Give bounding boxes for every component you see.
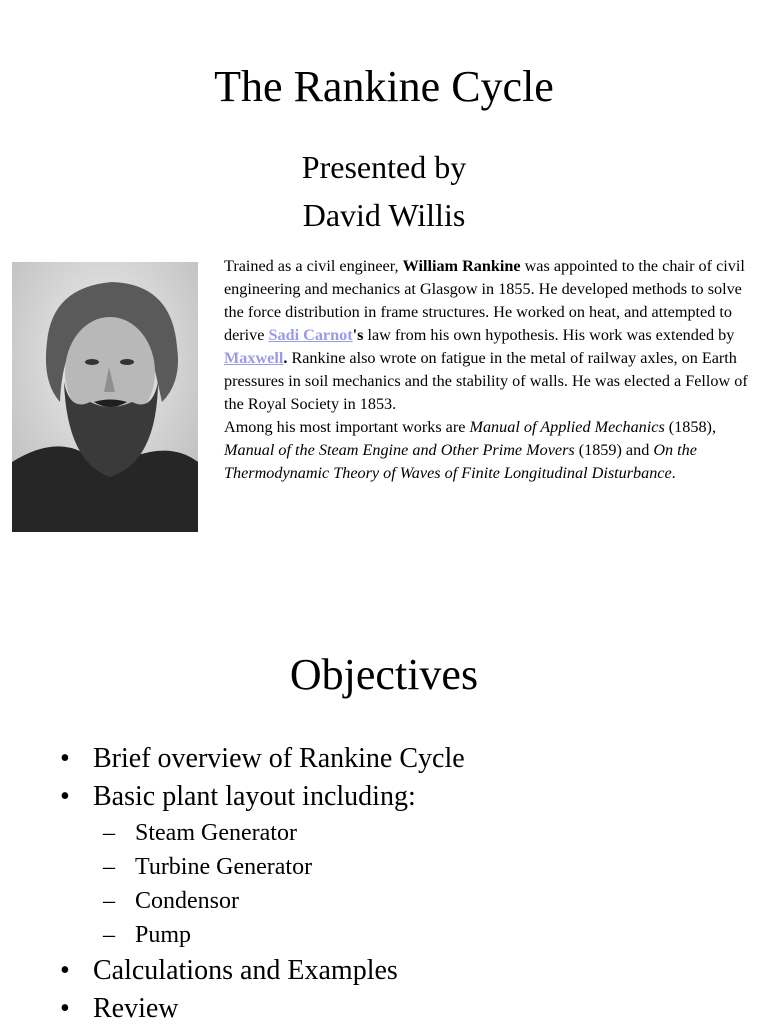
sublist (93, 816, 748, 952)
bio-paragraph-1 (224, 255, 760, 416)
portrait-image (12, 262, 198, 532)
bio-text: (1858), (664, 418, 716, 436)
bullet-icon: • (60, 781, 70, 812)
list-item-label: Review (93, 993, 179, 1024)
portrait-photo (12, 262, 198, 532)
bullet-icon: • (60, 743, 70, 774)
bio-text: (1859) and (574, 441, 654, 459)
bullet-icon: • (60, 993, 70, 1024)
list-item (60, 740, 748, 778)
subtitle-author: David Willis (302, 197, 466, 233)
bullet-icon: • (60, 955, 70, 986)
sub-list-item (103, 850, 748, 884)
biography-text (224, 255, 760, 485)
bio-text: Among his most important works are (224, 418, 470, 436)
bio-text: Rankine also wrote on fatigue in the metal of railway axles, on Earth pressures in soil mechanics and the stability of walls. He was elected a Fellow of the Royal Society in 1853. (224, 349, 748, 413)
list-item (60, 952, 748, 990)
list-item-label: Calculations and Examples (93, 955, 398, 986)
sub-list-item-label: Condensor (135, 888, 239, 914)
bio-paragraph-2 (224, 416, 760, 485)
link-sadi-carnot[interactable]: Sadi Carnot (268, 326, 353, 344)
sub-list-item (103, 918, 748, 952)
list-item (60, 990, 748, 1028)
slide-title: The Rankine Cycle (214, 62, 554, 111)
bio-text: . (283, 349, 288, 367)
bio-text: was appointed to the chair of civil engineering and mechanics at Glasgow in 1855. He developed methods to solve the force distribution in frame structures. He worked on heat, and attempted to derive (224, 257, 745, 344)
work-title: Manual of Applied Mechanics (469, 418, 665, 436)
list-item-label: Brief overview of Rankine Cycle (93, 743, 465, 774)
dash-icon: – (103, 820, 115, 846)
sub-list-item (103, 884, 748, 918)
bio-text: law from his own hypothesis. His work was extended by (363, 326, 735, 344)
list-item-label: Basic plant layout including: (93, 781, 416, 812)
sub-list-item-label: Pump (135, 922, 192, 948)
sub-list-item (103, 816, 748, 850)
bio-text: . (671, 464, 676, 482)
dash-icon: – (103, 922, 115, 948)
work-title: Manual of the Steam Engine and Other Prime Movers (224, 441, 575, 459)
list-item (60, 778, 748, 952)
bio-name: William Rankine (402, 257, 521, 275)
bio-text: 's (352, 326, 364, 344)
dash-icon: – (103, 854, 115, 880)
sub-list-item-label: Turbine Generator (135, 854, 313, 880)
objectives-list (60, 740, 748, 1028)
subtitle-presented-by: Presented by (301, 149, 467, 185)
slide-title: Objectives (289, 650, 479, 699)
bio-text: Trained as a civil engineer, (224, 257, 403, 275)
link-maxwell[interactable]: Maxwell (224, 349, 284, 367)
dash-icon: – (103, 888, 115, 914)
slide-objectives (0, 600, 768, 1024)
sub-list-item-label: Steam Generator (135, 820, 297, 846)
work-title: On the Thermodynamic Theory of Waves of Finite Longitudinal Disturbance (224, 441, 697, 482)
